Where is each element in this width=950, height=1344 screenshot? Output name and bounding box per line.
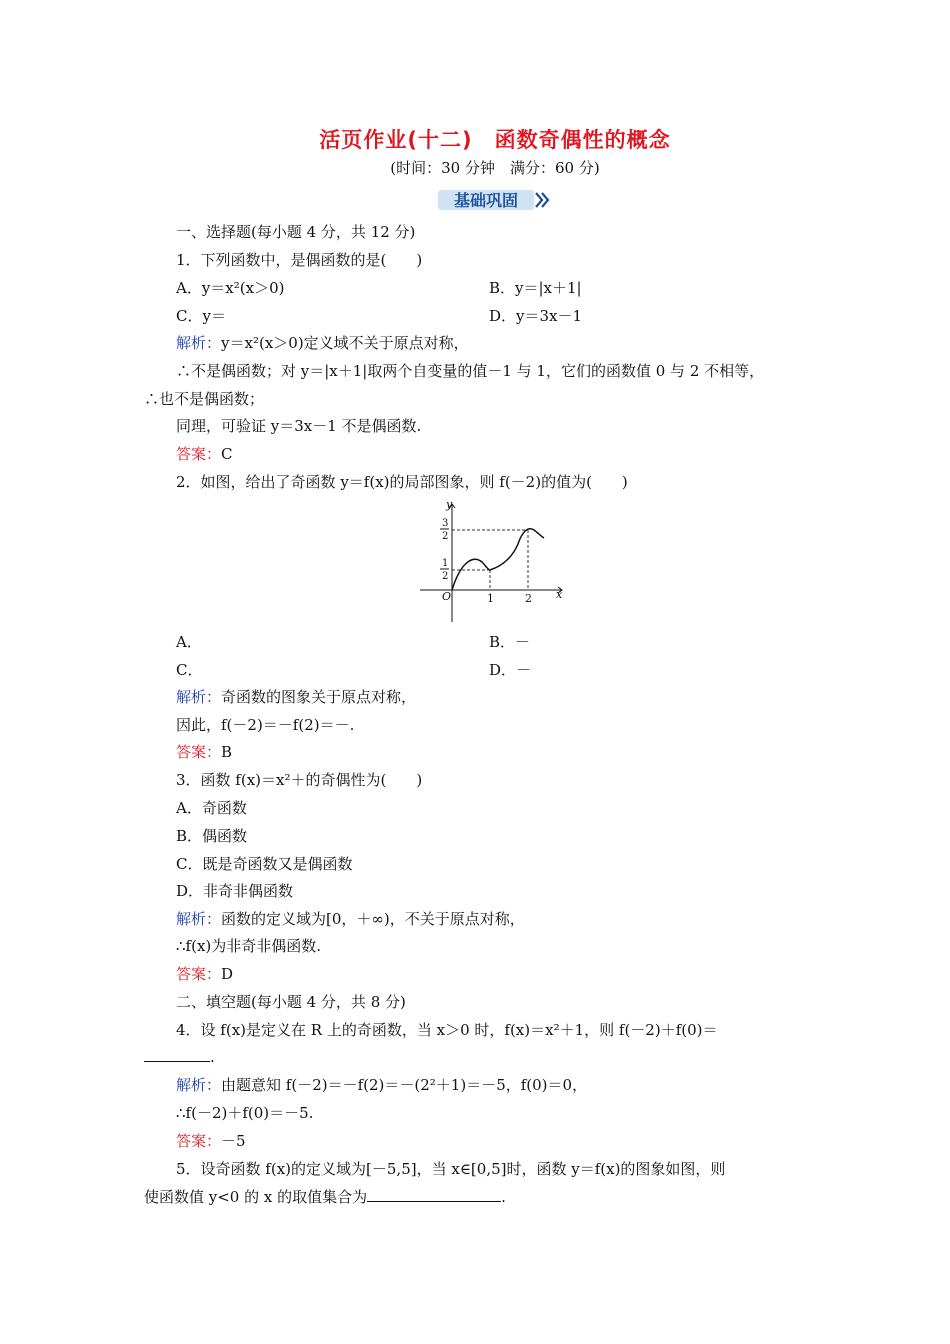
q1-analysis-line2: ∴不是偶函数；对 y＝|x＋1|取两个自变量的值－1 与 1，它们的函数值 0 与 2 不相等， — [176, 362, 765, 380]
q1-analysis-label: 解析： — [176, 334, 222, 352]
x-axis-label: x — [556, 588, 563, 601]
q1-analysis-text1: y＝x²(x＞0)定义域不关于原点对称， — [221, 334, 469, 352]
q1-option-c: C．y＝ — [176, 307, 226, 325]
q4-blank-line — [144, 1047, 215, 1067]
q4-answer-label: 答案： — [176, 1132, 222, 1150]
q4-answer-line — [176, 1131, 246, 1151]
q2-function-graph — [420, 496, 570, 624]
q4-stem-end: . — [210, 1048, 215, 1066]
banner-text: 基础巩固 — [453, 191, 519, 210]
q2-analysis-line1 — [176, 687, 416, 707]
q4-analysis-text1: 由题意知 f(－2)＝－f(2)＝－(2²＋1)＝－5，f(0)＝0， — [221, 1076, 588, 1094]
q3-option-a: A．奇函数 — [176, 799, 247, 817]
three-half-denominator: 2 — [442, 531, 449, 542]
q3-analysis-line2: ∴f(x)为非奇非偶函数. — [176, 937, 322, 955]
q4-answer: －5 — [221, 1132, 246, 1150]
page-subtitle: (时间：30 分钟 满分：60 分) — [390, 159, 600, 177]
section-heading-fill: 二、填空题(每小题 4 分，共 8 分) — [176, 993, 406, 1011]
q2-answer-line — [176, 742, 232, 762]
half-denominator: 2 — [442, 571, 449, 582]
three-half-numerator: 3 — [442, 518, 449, 529]
q3-stem: 3．函数 f(x)＝x²＋的奇偶性为( ) — [176, 771, 423, 789]
q2-stem: 2．如图，给出了奇函数 y＝f(x)的局部图象，则 f(－2)的值为( ) — [176, 473, 628, 491]
q4-answer-blank[interactable] — [144, 1047, 210, 1062]
half-numerator: 1 — [442, 558, 449, 569]
q1-analysis-line4: 同理，可验证 y＝3x－1 不是偶函数. — [176, 417, 422, 435]
q2-option-b: B．－ — [489, 633, 531, 651]
q1-answer: C — [221, 445, 233, 463]
section-heading-choice: 一、选择题(每小题 4 分，共 12 分) — [176, 223, 416, 241]
q5-stem-end: . — [501, 1188, 506, 1206]
q2-option-c: C． — [176, 661, 203, 679]
q5-stem-text: 使函数值 y<0 的 x 的取值集合为 — [144, 1188, 368, 1206]
q5-stem-line2 — [144, 1187, 506, 1207]
q3-analysis-text1: 函数的定义域为[0，＋∞)，不关于原点对称， — [221, 910, 525, 928]
page-title: 活页作业(十二) 函数奇偶性的概念 — [319, 128, 671, 152]
q2-analysis-line2: 因此，f(－2)＝－f(2)＝－. — [176, 716, 355, 734]
q3-analysis-label: 解析： — [176, 910, 222, 928]
q2-analysis-label: 解析： — [176, 688, 222, 706]
q2-option-a: A． — [176, 633, 202, 651]
q4-analysis-line1 — [176, 1075, 587, 1095]
q2-answer: B — [221, 743, 233, 761]
q3-answer-label: 答案： — [176, 965, 222, 983]
q1-stem: 1．下列函数中，是偶函数的是( ) — [176, 251, 423, 269]
q3-answer-line — [176, 964, 233, 984]
q3-answer: D — [221, 965, 234, 983]
section-banner — [438, 187, 550, 211]
q1-analysis-line3: ∴也不是偶函数； — [144, 390, 265, 408]
q5-stem-line1: 5．设奇函数 f(x)的定义域为[－5,5]，当 x∈[0,5]时，函数 y＝f(x)的图象如图，则 — [176, 1160, 726, 1178]
q5-answer-blank[interactable] — [367, 1187, 501, 1202]
q2-answer-label: 答案： — [176, 743, 222, 761]
q3-option-c: C．既是奇函数又是偶函数 — [176, 855, 353, 873]
q3-option-b: B．偶函数 — [176, 827, 248, 845]
q4-stem: 4．设 f(x)是定义在 R 上的奇函数，当 x＞0 时，f(x)＝x²＋1，则 f(－2)＋f(0)＝ — [176, 1021, 718, 1039]
q1-answer-line — [176, 444, 233, 464]
q4-analysis-label: 解析： — [176, 1076, 222, 1094]
q2-option-d: D．－ — [489, 661, 532, 679]
q4-analysis-line2: ∴f(－2)＋f(0)＝－5. — [176, 1104, 314, 1122]
q1-option-d: D．y＝3x－1 — [489, 307, 583, 325]
tick-label-2: 2 — [525, 592, 532, 605]
double-chevron-icon — [536, 193, 548, 207]
q2-analysis-text1: 奇函数的图象关于原点对称， — [221, 688, 417, 706]
q3-option-d: D．非奇非偶函数 — [176, 882, 294, 900]
y-axis-label: y — [446, 498, 453, 511]
q1-option-b: B．y＝|x＋1| — [489, 279, 582, 297]
origin-label: O — [442, 590, 452, 603]
q3-analysis-line1 — [176, 909, 525, 929]
function-curve — [452, 529, 544, 590]
q1-option-a: A．y＝x²(x＞0) — [176, 279, 285, 297]
tick-label-1: 1 — [487, 592, 494, 605]
q1-analysis-line1 — [176, 333, 469, 353]
q1-answer-label: 答案： — [176, 445, 222, 463]
